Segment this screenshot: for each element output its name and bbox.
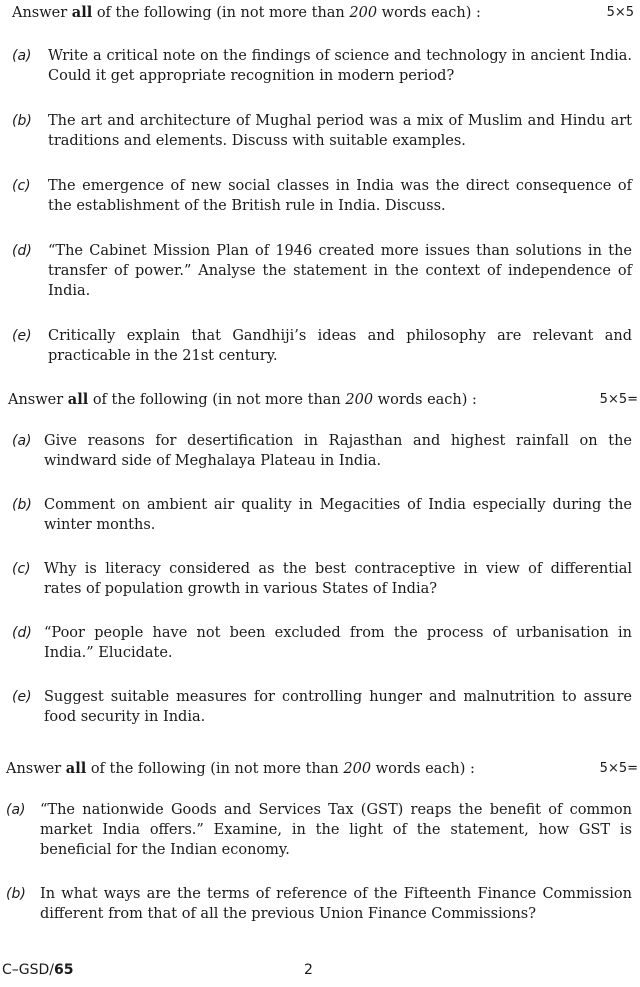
page-number: 2: [304, 962, 313, 978]
question-item: [0, 241, 640, 301]
section-instruction: [0, 389, 640, 411]
question-label: (c): [12, 561, 31, 577]
question-text: In what ways are the terms of reference of the Fifteenth Finance Commission different from that of all the previous Union Finance Commissions?: [40, 886, 632, 922]
question-item: [0, 623, 640, 663]
word-limit: 200: [343, 761, 372, 777]
instruction-text: words each) :: [371, 761, 475, 777]
instruction-bold: all: [71, 4, 93, 21]
instruction-text: Answer: [6, 761, 66, 777]
word-limit: 200: [349, 5, 378, 21]
question-text: Comment on ambient air quality in Megacities of India especially during the winter months.: [44, 497, 632, 533]
page-footer: [0, 962, 640, 984]
question-item: [0, 176, 640, 216]
question-section-3: [0, 758, 640, 924]
question-text: Write a critical note on the findings of science and technology in ancient India. Could it get appropriate recognition in modern period?: [48, 48, 632, 84]
question-label: (d): [12, 243, 32, 259]
instruction-text: of the following (in not more than: [92, 5, 350, 21]
question-label: (b): [6, 886, 26, 902]
question-text: Critically explain that Gandhiji’s ideas and philosophy are relevant and practicable in the 21st century.: [48, 328, 632, 364]
instruction-bold: all: [65, 760, 87, 777]
question-label: (c): [12, 178, 31, 194]
question-item: [0, 884, 640, 924]
instruction-text: words each) :: [377, 5, 481, 21]
instruction-text: of the following (in not more than: [86, 761, 344, 777]
section-instruction: [0, 2, 640, 24]
instruction-text: of the following (in not more than: [88, 392, 346, 408]
question-label: (b): [12, 113, 32, 129]
question-label: (a): [12, 433, 32, 449]
instruction-text: words each) :: [373, 392, 477, 408]
question-item: [0, 687, 640, 727]
question-item: [0, 111, 640, 151]
question-section-2: [0, 389, 640, 727]
question-item: [0, 559, 640, 599]
section-instruction: [0, 758, 640, 780]
question-text: “The Cabinet Mission Plan of 1946 created more issues than solutions in the transfer of power.” Analyse the statement in the context of independence of India.: [48, 243, 632, 299]
instruction-text: Answer: [12, 5, 72, 21]
question-item: [0, 46, 640, 86]
question-item: [0, 431, 640, 471]
word-limit: 200: [345, 392, 374, 408]
question-text: The emergence of new social classes in India was the direct consequence of the establishment of the British rule in India. Discuss.: [48, 178, 632, 214]
marks-label: 5×5=: [599, 761, 638, 776]
paper-code-number: 65: [54, 962, 74, 978]
question-text: “Poor people have not been excluded from the process of urbanisation in India.” Elucidate.: [44, 625, 632, 661]
question-label: (b): [12, 497, 32, 513]
instruction-text: Answer: [8, 392, 68, 408]
question-text: The art and architecture of Mughal period was a mix of Muslim and Hindu art traditions and elements. Discuss with suitable examples.: [48, 113, 632, 149]
question-text: Why is literacy considered as the best contraceptive in view of differential rates of population growth in various States of India?: [44, 561, 632, 597]
question-section-1: [0, 2, 640, 366]
question-label: (a): [6, 802, 26, 818]
instruction-bold: all: [67, 391, 89, 408]
question-text: “The nationwide Goods and Services Tax (GST) reaps the benefit of common market India offers.” Examine, in the light of the statement, how GST is beneficial for the Indian economy.: [40, 802, 632, 858]
question-label: (d): [12, 625, 32, 641]
question-item: [0, 326, 640, 366]
marks-label: 5×5=: [599, 392, 638, 407]
question-label: (e): [12, 328, 32, 344]
question-item: [0, 800, 640, 860]
question-item: [0, 495, 640, 535]
question-label: (e): [12, 689, 32, 705]
paper-code: [2, 962, 74, 978]
question-text: Give reasons for desertification in Rajasthan and highest rainfall on the windward side of Meghalaya Plateau in India.: [44, 433, 632, 469]
marks-label: 5×5: [606, 5, 634, 20]
question-label: (a): [12, 48, 32, 64]
question-text: Suggest suitable measures for controlling hunger and malnutrition to assure food security in India.: [44, 689, 632, 725]
paper-code-prefix: C–GSD/: [2, 962, 55, 978]
